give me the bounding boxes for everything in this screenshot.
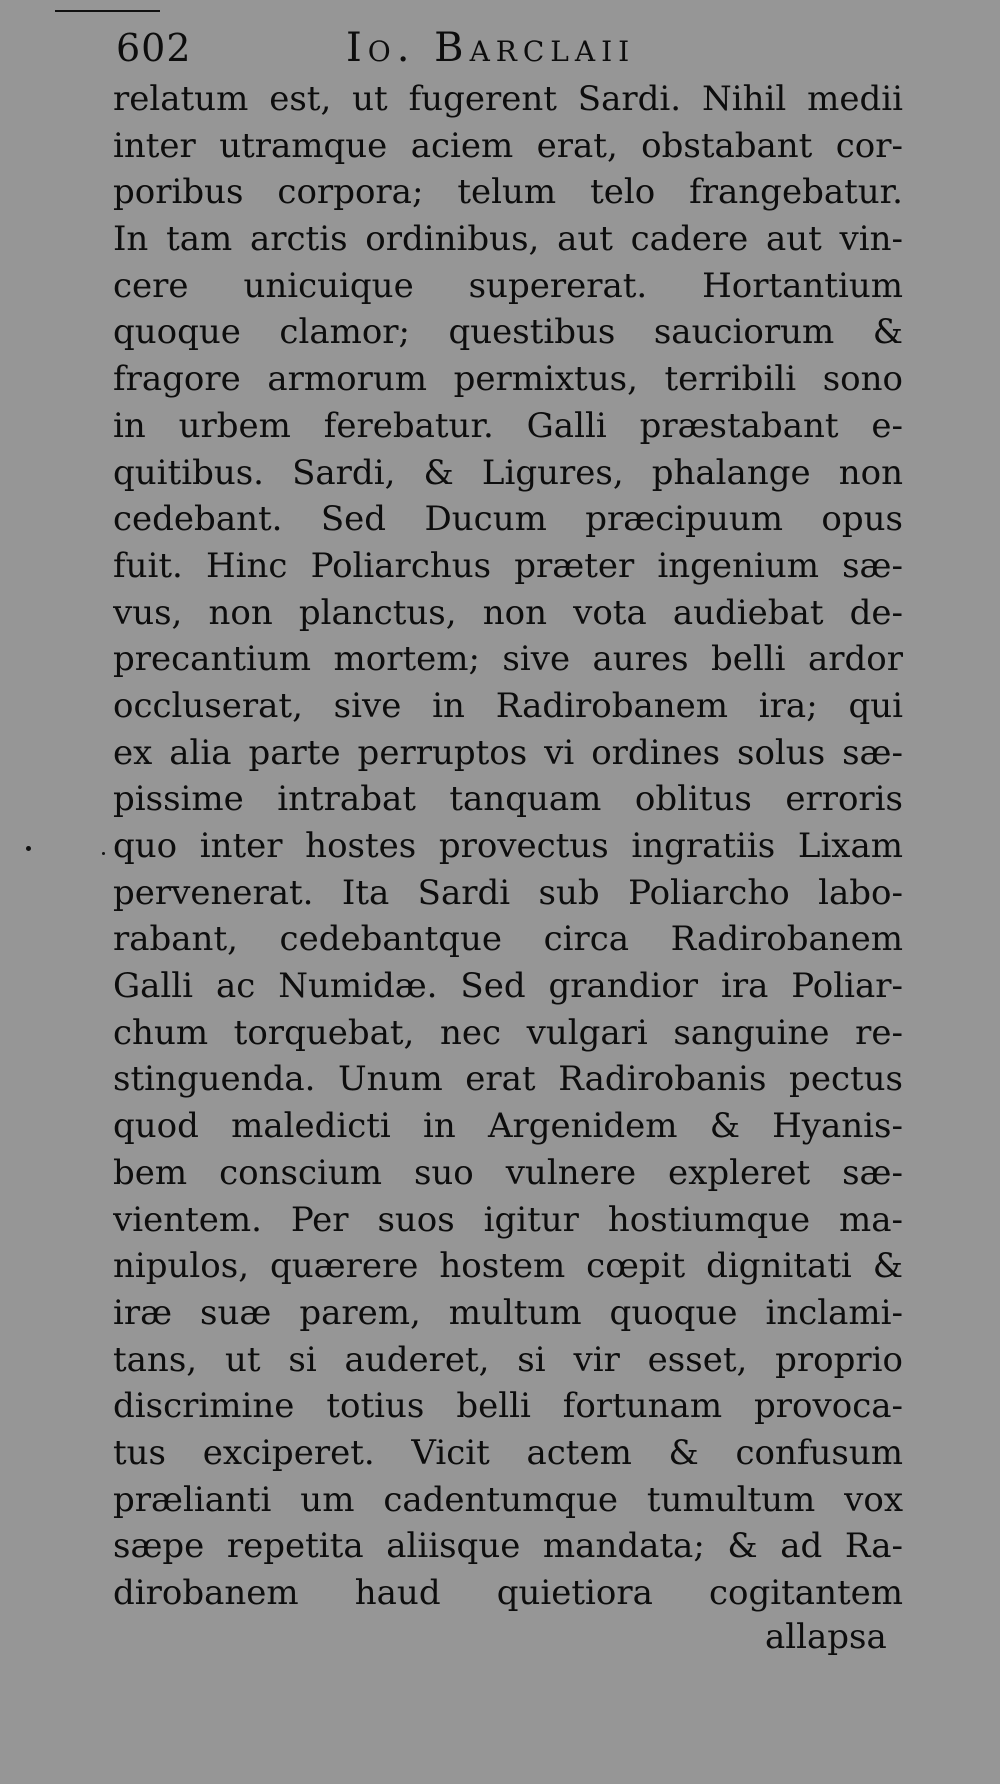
text-line: precantium mortem; sive aures belli ardor: [113, 639, 903, 680]
text-line: nipulos, quærere hostem cœpit dignitati &: [113, 1246, 903, 1287]
text-line: cere unicuique supererat. Hortantium: [113, 265, 903, 306]
text-line: pissime intrabat tanquam oblitus erroris: [113, 779, 903, 820]
text-line: chum torquebat, nec vulgari sanguine re-: [113, 1012, 903, 1053]
text-line: In tam arctis ordinibus, aut cadere aut vin-: [113, 219, 903, 260]
text-line: occluserat, sive in Radirobanem ira; qui: [113, 685, 903, 726]
text-line: tans, ut si auderet, si vir esset, proprio: [113, 1339, 903, 1380]
text-line: rabant, cedebantque circa Radirobanem: [113, 919, 903, 960]
text-line: iræ suæ parem, multum quoque inclami-: [113, 1292, 903, 1333]
text-line: dirobanem haud quietiora cogitantem: [113, 1573, 903, 1613]
ink-speck: [102, 852, 105, 855]
text-line: ex alia parte perruptos vi ordines solus sæ-: [113, 732, 903, 773]
ink-specks: [26, 846, 106, 856]
text-line: tus exciperet. Vicit actem & confusum: [113, 1432, 903, 1473]
text-line: sæpe repetita aliisque mandata; & ad Ra-: [113, 1526, 903, 1567]
text-line: stinguenda. Unum erat Radirobanis pectus: [113, 1059, 903, 1100]
top-rule: [55, 10, 160, 12]
text-line: poribus corpora; telum telo frangebatur.: [113, 172, 903, 213]
text-line: quoque clamor; questibus sauciorum &: [113, 312, 903, 353]
text-line: fuit. Hinc Poliarchus præter ingenium sæ-: [113, 545, 903, 586]
text-line: relatum est, ut fugerent Sardi. Nihil medii: [113, 79, 903, 119]
text-line: vus, non planctus, non vota audiebat de-: [113, 592, 903, 633]
text-line: quo inter hostes provectus ingratiis Lixam: [113, 826, 903, 866]
text-line: inter utramque aciem erat, obstabant cor-: [113, 125, 903, 166]
running-head: Io. Barclaii: [346, 25, 636, 71]
text-line: quod maledicti in Argenidem & Hyanis-: [113, 1106, 903, 1147]
text-line: in urbem ferebatur. Galli præstabant e-: [113, 405, 903, 446]
catchword: allapsa: [765, 1617, 887, 1657]
ink-speck: [26, 846, 31, 851]
body-text: [113, 76, 903, 1617]
text-line: vientem. Per suos igitur hostiumque ma-: [113, 1199, 903, 1240]
text-line: Galli ac Numidæ. Sed grandior ira Poliar-: [113, 966, 903, 1007]
text-line: pervenerat. Ita Sardi sub Poliarcho labo-: [113, 872, 903, 913]
page-number: 602: [116, 26, 192, 70]
text-line: quitibus. Sardi, & Ligures, phalange non: [113, 452, 903, 493]
page-header: [116, 22, 876, 70]
text-line: fragore armorum permixtus, terribili sono: [113, 359, 903, 400]
text-line: cedebant. Sed Ducum præcipuum opus: [113, 499, 903, 540]
text-line: discrimine totius belli fortunam provoca-: [113, 1386, 903, 1427]
text-line: prælianti um cadentumque tumultum vox: [113, 1479, 903, 1520]
text-line: bem conscium suo vulnere expleret sæ-: [113, 1152, 903, 1193]
